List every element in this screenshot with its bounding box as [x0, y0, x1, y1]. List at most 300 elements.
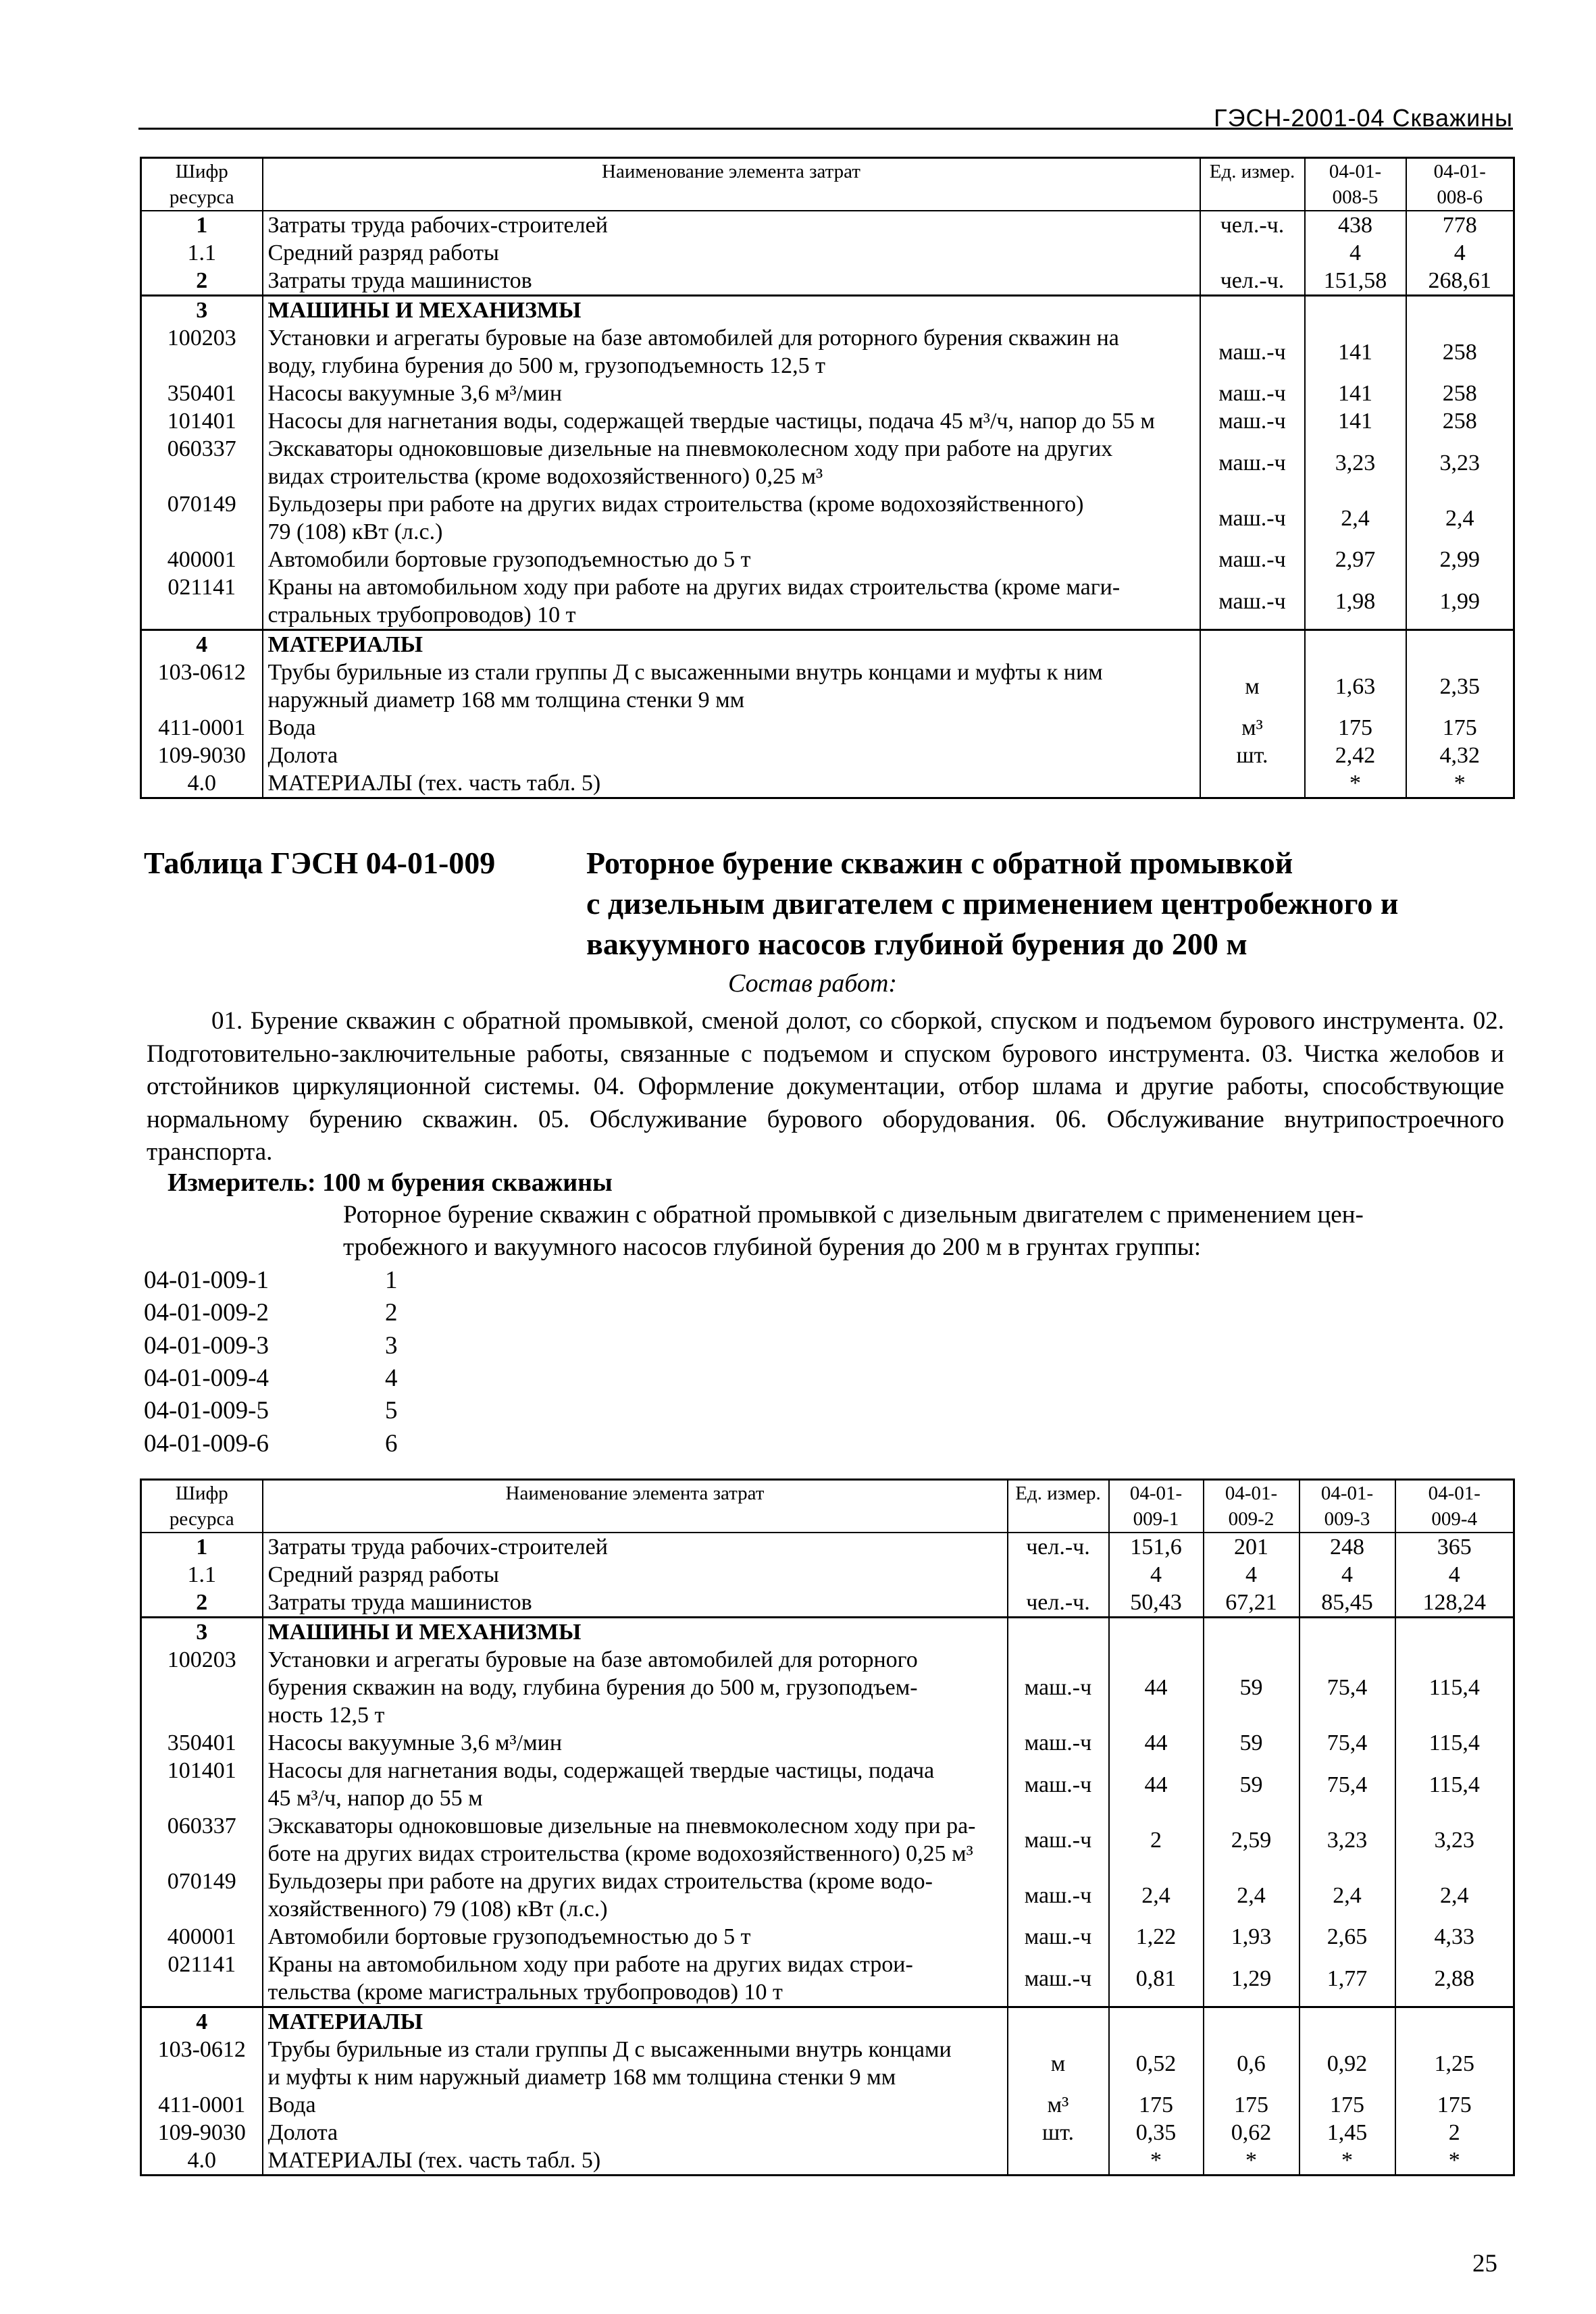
row-name-line: хозяйственного) 79 (108) кВт (л.с.): [267, 1897, 608, 1922]
row-value-cell: *: [1395, 2146, 1514, 2176]
row-name-line: наружный диаметр 168 мм толщина стенки 9 мм: [267, 688, 745, 713]
row-name-cell: [263, 1951, 1008, 2007]
row-code-cell: 070149: [141, 1868, 263, 1923]
row-value-cell: 75,4: [1299, 1729, 1395, 1757]
row-value-cell: *: [1406, 769, 1514, 798]
row-value-cell: 59: [1204, 1646, 1299, 1729]
row-unit-cell: м³: [1008, 2091, 1109, 2119]
header-code-cell: [141, 1480, 263, 1533]
table-row: [141, 1618, 1514, 1647]
row-name-line: Краны на автомобильном ходу при работе на других видах строительства (кроме маги-: [267, 575, 1121, 600]
row-value-cell: 175: [1395, 2091, 1514, 2119]
row-name-line: Средний разряд работы: [267, 1562, 499, 1587]
row-unit-cell: [1008, 1618, 1109, 1647]
row-name-cell: [263, 490, 1200, 546]
row-value-cell: 438: [1305, 211, 1406, 239]
row-unit-cell: маш.-ч: [1008, 1812, 1109, 1868]
group-number: 5: [385, 1397, 398, 1425]
section-title: [586, 843, 1398, 965]
row-unit-cell: маш.-ч: [1200, 573, 1305, 630]
row-name-cell: [263, 2146, 1008, 2176]
row-name-line: Установки и агрегаты буровые на базе автомобилей для роторного бурения скважин на: [267, 326, 1119, 351]
row-value-cell: 151,58: [1305, 267, 1406, 296]
group-code: 04-01-009-2: [144, 1299, 269, 1327]
header-code-cell: [141, 158, 263, 211]
row-code-cell: 4.0: [141, 2146, 263, 2176]
row-unit-cell: [1008, 2146, 1109, 2176]
table-description-line: тробежного и вакуумного насосов глубиной бурения до 200 м в грунтах группы:: [343, 1233, 1201, 1261]
header-value-line: 04-01-: [1433, 161, 1486, 182]
table-row: [141, 435, 1514, 490]
row-value-cell: 67,21: [1204, 1589, 1299, 1618]
row-name-line: МАШИНЫ И МЕХАНИЗМЫ: [267, 298, 582, 323]
row-unit-cell: шт.: [1200, 742, 1305, 769]
row-value-cell: 128,24: [1395, 1589, 1514, 1618]
row-value-cell: 59: [1204, 1757, 1299, 1812]
row-value-cell: [1395, 1618, 1514, 1647]
row-code-cell: 100203: [141, 324, 263, 380]
row-name-cell: [263, 1812, 1008, 1868]
row-value-cell: 0,35: [1109, 2119, 1204, 2146]
row-value-cell: 4: [1305, 239, 1406, 267]
section-title-line: вакуумного насосов глубиной бурения до 200 м: [586, 927, 1247, 961]
table-row: [141, 239, 1514, 267]
row-unit-cell: шт.: [1008, 2119, 1109, 2146]
row-value-cell: 141: [1305, 407, 1406, 435]
row-value-cell: 2,59: [1204, 1812, 1299, 1868]
row-name-line: Насосы для нагнетания воды, содержащей твердые частицы, подача 45 м³/ч, напор до 55 м: [267, 409, 1155, 434]
row-value-cell: [1406, 630, 1514, 659]
row-name-line: воду, глубина бурения до 500 м, грузоподъемность 12,5 т: [267, 353, 825, 378]
table-row: [141, 1589, 1514, 1618]
row-value-cell: 1,98: [1305, 573, 1406, 630]
section-title-line: с дизельным двигателем с применением центробежного и: [586, 886, 1399, 921]
row-name-line: Затраты труда машинистов: [267, 268, 532, 293]
row-value-cell: 1,29: [1204, 1951, 1299, 2007]
row-value-cell: 59: [1204, 1729, 1299, 1757]
row-code-cell: 070149: [141, 490, 263, 546]
row-unit-cell: [1200, 239, 1305, 267]
table-row: [141, 1533, 1514, 1561]
row-code-cell: 109-9030: [141, 2119, 263, 2146]
row-unit-cell: чел.-ч.: [1008, 1589, 1109, 1618]
row-value-cell: 2,99: [1406, 546, 1514, 573]
row-value-cell: 2,4: [1109, 1868, 1204, 1923]
row-code-cell: 2: [141, 267, 263, 296]
row-code-cell: 3: [141, 1618, 263, 1647]
table-label: Таблица ГЭСН 04-01-009: [144, 846, 496, 880]
row-name-line: боте на других видах строительства (кроме водохозяйственного) 0,25 м³: [267, 1841, 973, 1866]
row-value-cell: 44: [1109, 1646, 1204, 1729]
table-description-line: Роторное бурение скважин с обратной промывкой с дизельным двигателем с применением цен-: [343, 1201, 1364, 1229]
row-name-cell: [263, 769, 1200, 798]
row-name-cell: [263, 630, 1200, 659]
row-value-cell: 4: [1395, 1561, 1514, 1589]
row-unit-cell: маш.-ч: [1200, 546, 1305, 573]
row-value-cell: 1,77: [1299, 1951, 1395, 2007]
row-value-cell: *: [1305, 769, 1406, 798]
row-name-line: Установки и агрегаты буровые на базе автомобилей для роторного: [267, 1647, 918, 1672]
row-name-line: Вода: [267, 2092, 316, 2117]
row-name-cell: [263, 742, 1200, 769]
row-name-line: Затраты труда рабочих-строителей: [267, 213, 608, 238]
row-code-cell: 400001: [141, 1923, 263, 1951]
group-code: 04-01-009-1: [144, 1266, 269, 1294]
header-code-line: Шифр: [175, 1483, 228, 1504]
row-code-cell: 2: [141, 1589, 263, 1618]
table-row: [141, 490, 1514, 546]
row-name-cell: [263, 407, 1200, 435]
row-name-line: МАТЕРИАЛЫ: [267, 632, 423, 657]
row-value-cell: 85,45: [1299, 1589, 1395, 1618]
table-row: [141, 324, 1514, 380]
row-value-cell: [1305, 296, 1406, 325]
table-row: [141, 1868, 1514, 1923]
row-code-cell: 400001: [141, 546, 263, 573]
row-value-cell: 3,23: [1395, 1812, 1514, 1868]
table-row: [141, 296, 1514, 325]
row-value-cell: 365: [1395, 1533, 1514, 1561]
row-name-line: 45 м³/ч, напор до 55 м: [267, 1786, 483, 1811]
row-value-cell: 201: [1204, 1533, 1299, 1561]
table-row: [141, 742, 1514, 769]
row-code-cell: 1: [141, 1533, 263, 1561]
row-value-cell: 44: [1109, 1757, 1204, 1812]
table-row: [141, 1729, 1514, 1757]
row-name-cell: [263, 1618, 1008, 1647]
row-name-line: Долота: [267, 2120, 338, 2145]
row-name-cell: [263, 1646, 1008, 1729]
header-name-cell: Наименование элемента затрат: [263, 158, 1200, 211]
row-value-cell: 258: [1406, 324, 1514, 380]
row-name-cell: [263, 1923, 1008, 1951]
row-value-cell: 141: [1305, 380, 1406, 407]
row-value-cell: 0,92: [1299, 2036, 1395, 2091]
row-name-cell: [263, 324, 1200, 380]
row-name-line: видах строительства (кроме водохозяйственного) 0,25 м³: [267, 464, 823, 489]
row-value-cell: 248: [1299, 1533, 1395, 1561]
row-name-cell: [263, 714, 1200, 742]
row-unit-cell: чел.-ч.: [1008, 1533, 1109, 1561]
row-name-line: 79 (108) кВт (л.с.): [267, 519, 443, 544]
row-value-cell: [1305, 630, 1406, 659]
row-unit-cell: [1200, 296, 1305, 325]
row-name-cell: [263, 435, 1200, 490]
row-unit-cell: маш.-ч: [1200, 407, 1305, 435]
row-value-cell: 151,6: [1109, 1533, 1204, 1561]
row-value-cell: 115,4: [1395, 1757, 1514, 1812]
row-unit-cell: маш.-ч: [1008, 1757, 1109, 1812]
row-code-cell: 4: [141, 630, 263, 659]
row-unit-cell: маш.-ч: [1200, 324, 1305, 380]
table-row: [141, 1951, 1514, 2007]
group-code: 04-01-009-5: [144, 1397, 269, 1425]
header-value-line: 009-1: [1133, 1508, 1179, 1530]
resource-table-008: [140, 157, 1515, 799]
work-description: [147, 1005, 1504, 1169]
row-name-line: ность 12,5 т: [267, 1703, 385, 1728]
row-value-cell: [1204, 2007, 1299, 2036]
row-value-cell: [1204, 1618, 1299, 1647]
row-value-cell: 258: [1406, 407, 1514, 435]
row-value-cell: 75,4: [1299, 1646, 1395, 1729]
header-code-line: ресурса: [169, 186, 234, 208]
table-row: [141, 714, 1514, 742]
row-value-cell: 4: [1204, 1561, 1299, 1589]
row-value-cell: [1406, 296, 1514, 325]
row-value-cell: 175: [1109, 2091, 1204, 2119]
row-code-cell: 103-0612: [141, 2036, 263, 2091]
row-value-cell: 3,23: [1406, 435, 1514, 490]
row-code-cell: 060337: [141, 435, 263, 490]
table-row: [141, 2007, 1514, 2036]
table-row: [141, 1923, 1514, 1951]
row-value-cell: [1109, 2007, 1204, 2036]
row-name-cell: [263, 211, 1200, 239]
row-value-cell: 115,4: [1395, 1729, 1514, 1757]
row-value-cell: 2,35: [1406, 659, 1514, 714]
table-header-row: [141, 1480, 1514, 1533]
row-name-cell: [263, 659, 1200, 714]
row-code-cell: 100203: [141, 1646, 263, 1729]
row-value-cell: 141: [1305, 324, 1406, 380]
row-name-line: МАШИНЫ И МЕХАНИЗМЫ: [267, 1620, 582, 1645]
row-unit-cell: маш.-ч: [1008, 1923, 1109, 1951]
row-name-line: Трубы бурильные из стали группы Д с высаженными внутрь концами и муфты к ним: [267, 660, 1103, 685]
row-value-cell: [1299, 2007, 1395, 2036]
row-value-cell: 258: [1406, 380, 1514, 407]
row-value-cell: 115,4: [1395, 1646, 1514, 1729]
row-value-cell: 0,62: [1204, 2119, 1299, 2146]
row-value-cell: 2,4: [1395, 1868, 1514, 1923]
row-code-cell: 101401: [141, 1757, 263, 1812]
header-code-line: Шифр: [175, 161, 228, 182]
row-value-cell: 778: [1406, 211, 1514, 239]
header-unit-cell: Ед. измер.: [1200, 158, 1305, 211]
row-name-line: Средний разряд работы: [267, 240, 499, 265]
row-name-cell: [263, 380, 1200, 407]
row-code-cell: 103-0612: [141, 659, 263, 714]
table-row: [141, 630, 1514, 659]
row-value-cell: [1395, 2007, 1514, 2036]
row-name-cell: [263, 267, 1200, 296]
section-title-line: Роторное бурение скважин с обратной промывкой: [586, 846, 1293, 880]
row-name-cell: [263, 2091, 1008, 2119]
row-name-line: и муфты к ним наружный диаметр 168 мм толщина стенки 9 мм: [267, 2065, 896, 2090]
row-value-cell: *: [1204, 2146, 1299, 2176]
table-row: [141, 1646, 1514, 1729]
row-value-cell: 1,63: [1305, 659, 1406, 714]
header-value-cell: [1109, 1480, 1204, 1533]
table-row: [141, 1561, 1514, 1589]
row-value-cell: 2,4: [1204, 1868, 1299, 1923]
row-unit-cell: [1200, 630, 1305, 659]
table-row: [141, 2119, 1514, 2146]
table-row: [141, 2146, 1514, 2176]
row-unit-cell: м: [1008, 2036, 1109, 2091]
row-value-cell: 2,42: [1305, 742, 1406, 769]
row-value-cell: 2,4: [1406, 490, 1514, 546]
group-number: 4: [385, 1364, 398, 1392]
row-value-cell: *: [1109, 2146, 1204, 2176]
row-value-cell: 4: [1299, 1561, 1395, 1589]
row-code-cell: 1.1: [141, 239, 263, 267]
table-row: [141, 2091, 1514, 2119]
row-name-line: Насосы вакуумные 3,6 м³/мин: [267, 1730, 563, 1755]
row-value-cell: 175: [1305, 714, 1406, 742]
row-name-cell: [263, 1868, 1008, 1923]
row-code-cell: 3: [141, 296, 263, 325]
header-value-line: 009-3: [1324, 1508, 1370, 1530]
table-row: [141, 267, 1514, 296]
row-name-cell: [263, 2007, 1008, 2036]
row-code-cell: 021141: [141, 573, 263, 630]
row-value-cell: 3,23: [1305, 435, 1406, 490]
row-code-cell: 411-0001: [141, 714, 263, 742]
row-unit-cell: чел.-ч.: [1200, 267, 1305, 296]
row-name-line: Экскаваторы одноковшовые дизельные на пневмоколесном ходу при ра-: [267, 1814, 976, 1839]
header-value-cell: [1305, 158, 1406, 211]
group-number: 2: [385, 1299, 398, 1327]
row-name-cell: [263, 573, 1200, 630]
row-name-line: Бульдозеры при работе на других видах строительства (кроме водо-: [267, 1869, 933, 1894]
row-name-line: Трубы бурильные из стали группы Д с высаженными внутрь концами: [267, 2037, 952, 2062]
row-unit-cell: маш.-ч: [1008, 1729, 1109, 1757]
row-name-line: МАТЕРИАЛЫ (тех. часть табл. 5): [267, 771, 601, 796]
row-code-cell: 411-0001: [141, 2091, 263, 2119]
row-unit-cell: м: [1200, 659, 1305, 714]
row-value-cell: 175: [1299, 2091, 1395, 2119]
table-row: [141, 1812, 1514, 1868]
row-unit-cell: маш.-ч: [1008, 1951, 1109, 2007]
row-value-cell: [1299, 1618, 1395, 1647]
row-unit-cell: [1008, 2007, 1109, 2036]
row-value-cell: 1,45: [1299, 2119, 1395, 2146]
table-header-row: [141, 158, 1514, 211]
row-value-cell: 2,4: [1299, 1868, 1395, 1923]
row-name-line: Насосы для нагнетания воды, содержащей твердые частицы, подача: [267, 1758, 935, 1783]
row-value-cell: 2: [1109, 1812, 1204, 1868]
row-name-line: Бульдозеры при работе на других видах строительства (кроме водохозяйственного): [267, 492, 1084, 517]
row-value-cell: 175: [1204, 2091, 1299, 2119]
row-unit-cell: [1200, 769, 1305, 798]
row-name-cell: [263, 2119, 1008, 2146]
header-value-line: 008-6: [1437, 186, 1483, 208]
row-value-cell: 2,97: [1305, 546, 1406, 573]
table-row: [141, 573, 1514, 630]
row-name-line: Автомобили бортовые грузоподъемностью до 5 т: [267, 1924, 751, 1949]
row-code-cell: 1: [141, 211, 263, 239]
page-number: 25: [1472, 2250, 1497, 2278]
row-code-cell: 4: [141, 2007, 263, 2036]
row-value-cell: 44: [1109, 1729, 1204, 1757]
row-value-cell: 2: [1395, 2119, 1514, 2146]
table-row: [141, 546, 1514, 573]
row-value-cell: 1,93: [1204, 1923, 1299, 1951]
row-unit-cell: маш.-ч: [1200, 435, 1305, 490]
row-value-cell: 0,6: [1204, 2036, 1299, 2091]
header-value-line: 04-01-: [1329, 161, 1382, 182]
header-value-line: 04-01-: [1428, 1483, 1481, 1504]
group-code: 04-01-009-4: [144, 1364, 269, 1392]
table-row: [141, 380, 1514, 407]
table-row: [141, 769, 1514, 798]
row-name-cell: [263, 1589, 1008, 1618]
row-name-cell: [263, 546, 1200, 573]
row-code-cell: 1.1: [141, 1561, 263, 1589]
row-name-line: стральных трубопроводов) 10 т: [267, 602, 576, 627]
row-value-cell: 2,4: [1305, 490, 1406, 546]
header-value-line: 008-5: [1332, 186, 1379, 208]
row-name-line: Затраты труда машинистов: [267, 1590, 532, 1615]
running-header: [138, 101, 1513, 130]
table-row: [141, 659, 1514, 714]
table-row: [141, 211, 1514, 239]
row-name-line: Насосы вакуумные 3,6 м³/мин: [267, 381, 563, 406]
row-unit-cell: маш.-ч: [1008, 1646, 1109, 1729]
row-name-cell: [263, 1757, 1008, 1812]
measure-unit: Измеритель: 100 м бурения скважины: [168, 1168, 613, 1197]
row-value-cell: 4,33: [1395, 1923, 1514, 1951]
row-name-cell: [263, 239, 1200, 267]
work-heading: Состав работ:: [728, 969, 898, 998]
row-name-cell: [263, 1533, 1008, 1561]
row-name-line: Затраты труда рабочих-строителей: [267, 1535, 608, 1560]
header-name-cell: Наименование элемента затрат: [263, 1480, 1008, 1533]
row-name-line: МАТЕРИАЛЫ (тех. часть табл. 5): [267, 2148, 601, 2173]
row-value-cell: 4: [1406, 239, 1514, 267]
row-value-cell: 1,25: [1395, 2036, 1514, 2091]
row-name-line: Долота: [267, 743, 338, 768]
row-name-line: Краны на автомобильном ходу при работе на других видах строи-: [267, 1952, 913, 1977]
row-value-cell: 1,22: [1109, 1923, 1204, 1951]
row-code-cell: 350401: [141, 1729, 263, 1757]
row-code-cell: 109-9030: [141, 742, 263, 769]
row-name-cell: [263, 1561, 1008, 1589]
resource-table-009: [140, 1479, 1515, 2176]
row-value-cell: 50,43: [1109, 1589, 1204, 1618]
row-name-cell: [263, 2036, 1008, 2091]
row-value-cell: *: [1299, 2146, 1395, 2176]
header-code-line: ресурса: [169, 1508, 234, 1530]
row-code-cell: 4.0: [141, 769, 263, 798]
row-unit-cell: маш.-ч: [1200, 380, 1305, 407]
table-row: [141, 2036, 1514, 2091]
row-name-cell: [263, 296, 1200, 325]
header-unit-cell: Ед. измер.: [1008, 1480, 1109, 1533]
row-name-cell: [263, 1729, 1008, 1757]
header-value-cell: [1395, 1480, 1514, 1533]
row-code-cell: 021141: [141, 1951, 263, 2007]
row-code-cell: 350401: [141, 380, 263, 407]
row-unit-cell: [1008, 1561, 1109, 1589]
row-name-line: Экскаваторы одноковшовые дизельные на пневмоколесном ходу при работе на других: [267, 436, 1113, 461]
table-row: [141, 407, 1514, 435]
row-unit-cell: м³: [1200, 714, 1305, 742]
group-code: 04-01-009-6: [144, 1429, 269, 1458]
header-value-line: 04-01-: [1225, 1483, 1278, 1504]
row-unit-cell: чел.-ч.: [1200, 211, 1305, 239]
header-value-cell: [1406, 158, 1514, 211]
header-value-cell: [1204, 1480, 1299, 1533]
table-row: [141, 1757, 1514, 1812]
row-code-cell: 060337: [141, 1812, 263, 1868]
row-name-line: тельства (кроме магистральных трубопроводов) 10 т: [267, 1980, 783, 2005]
row-value-cell: [1109, 1618, 1204, 1647]
row-value-cell: 1,99: [1406, 573, 1514, 630]
row-value-cell: 0,81: [1109, 1951, 1204, 2007]
header-title: ГЭСН-2001-04 Скважины: [1214, 104, 1513, 132]
